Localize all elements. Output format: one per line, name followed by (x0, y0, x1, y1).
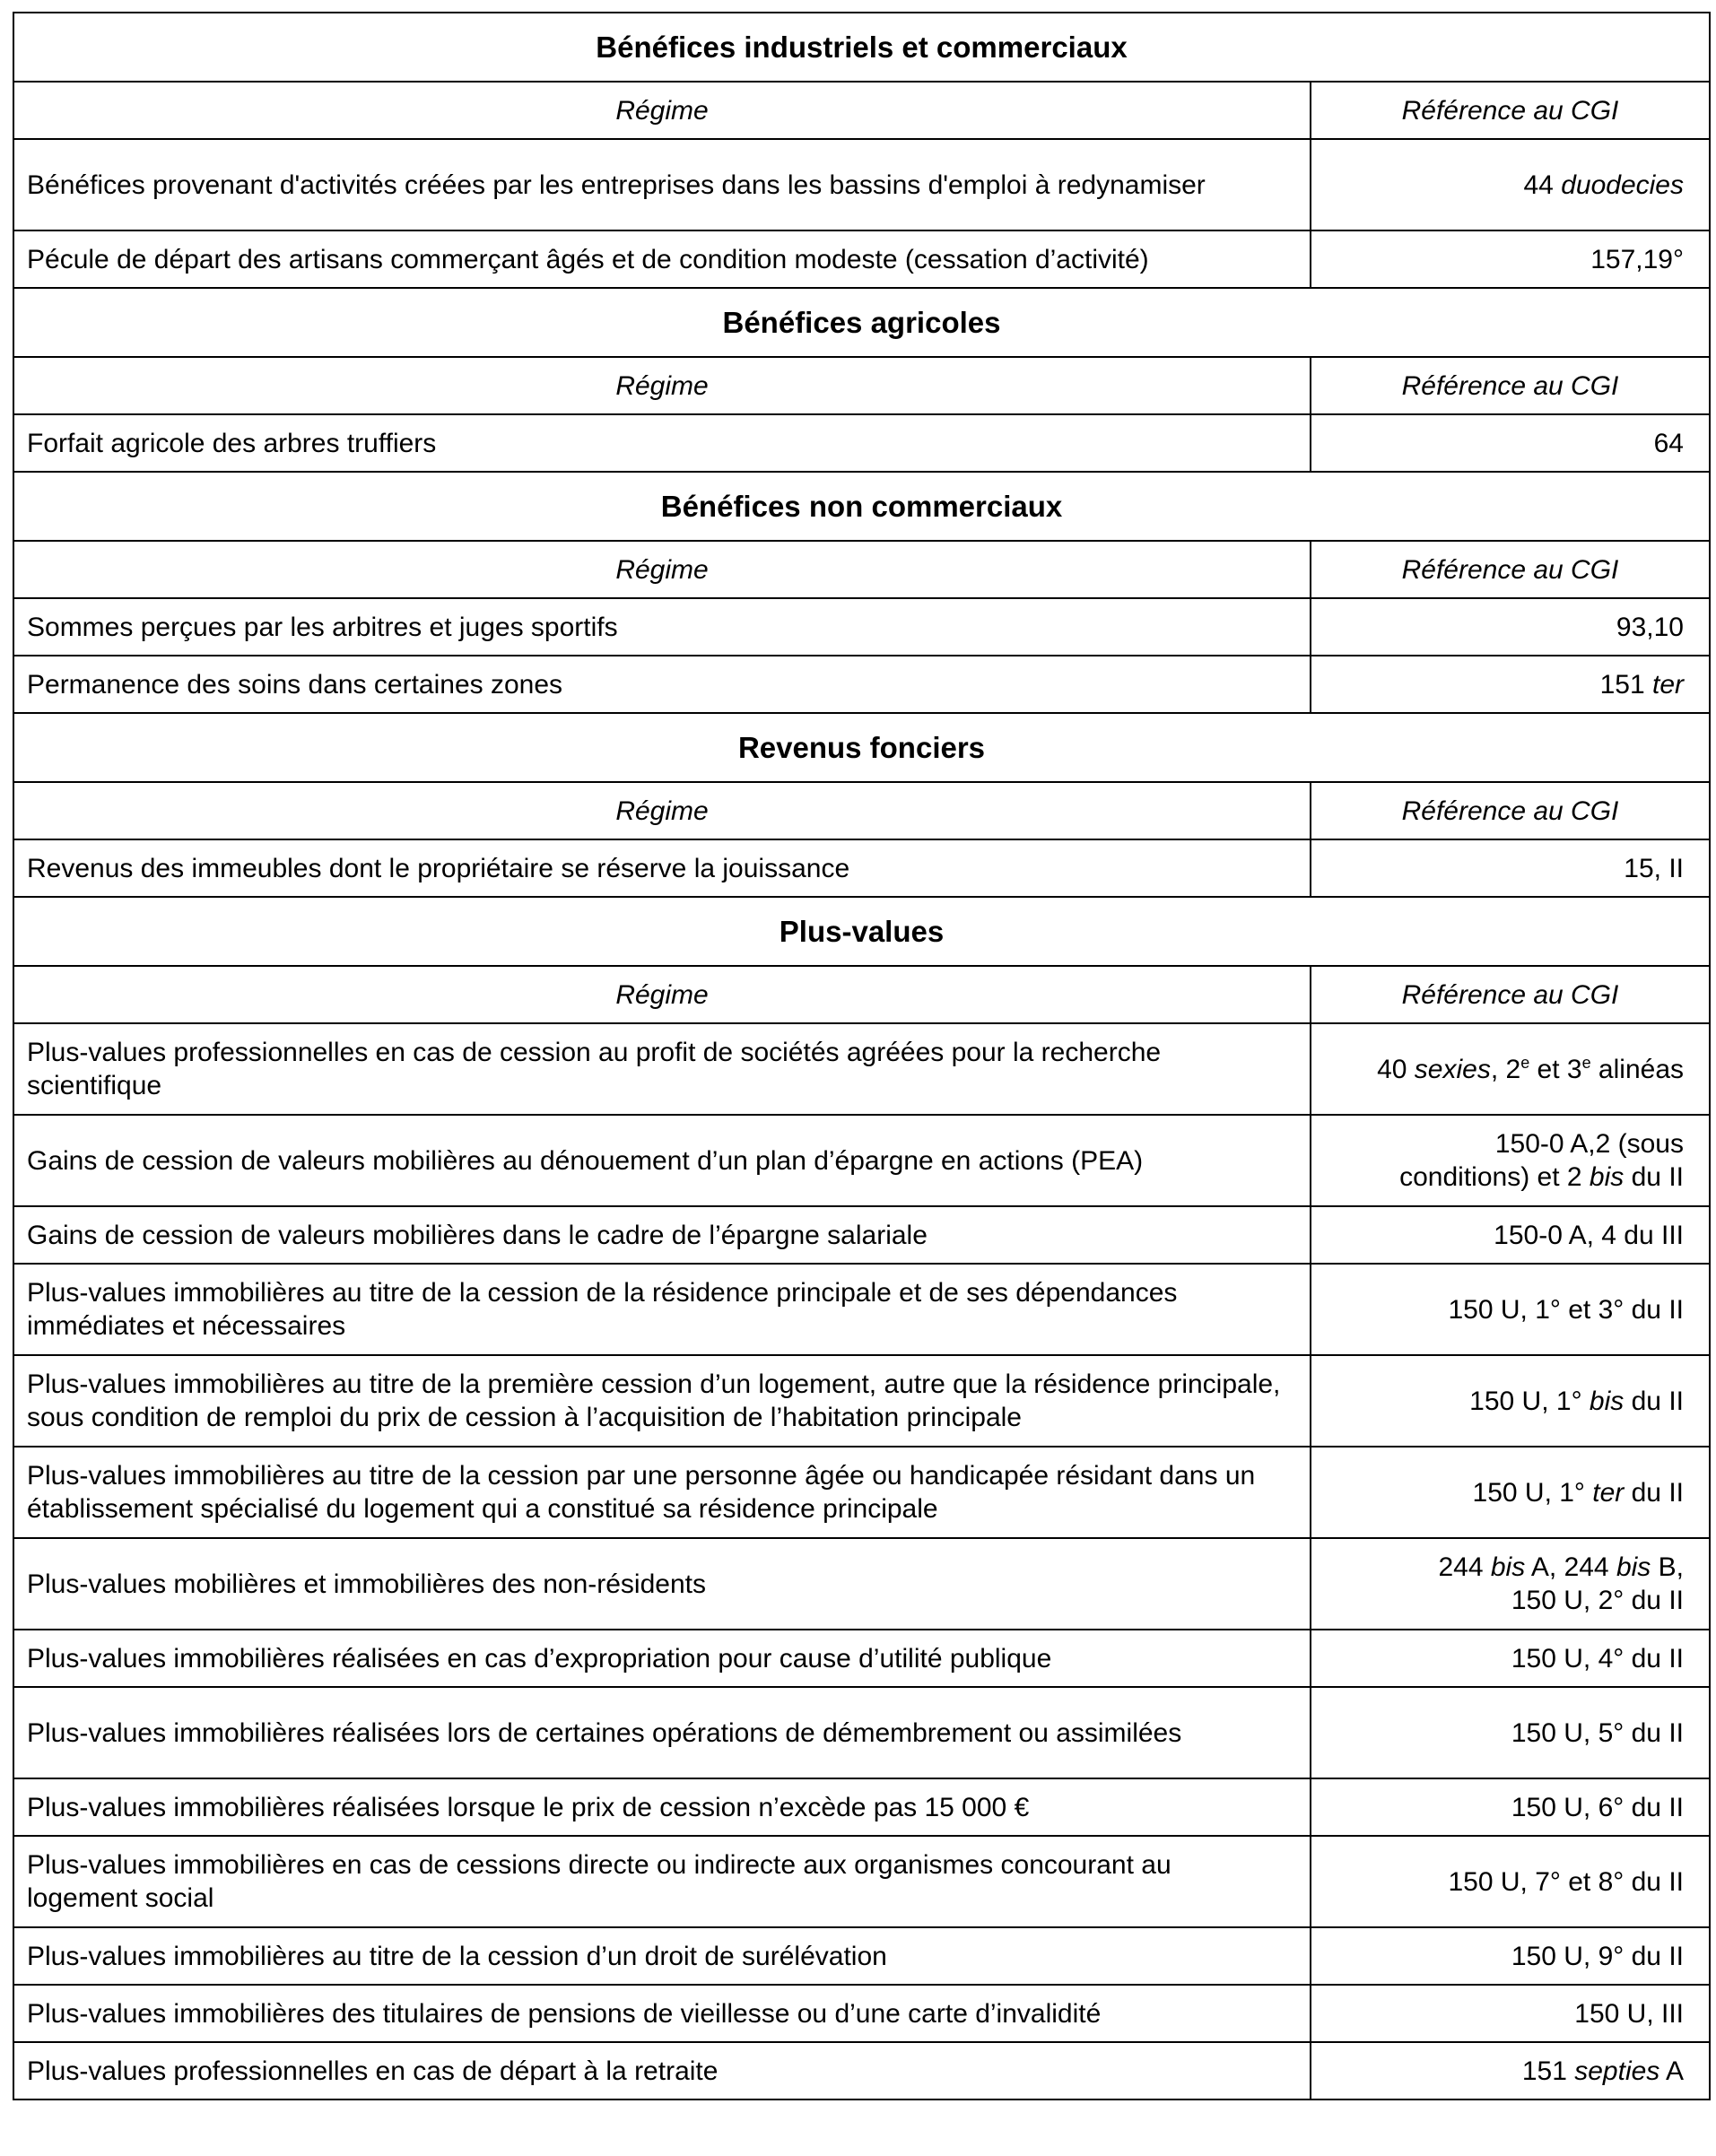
reference-italic-part: bis (1490, 1552, 1526, 1582)
column-header-regime: Régime (13, 82, 1311, 139)
reference-part: 150 U, 5° du II (1511, 1717, 1684, 1748)
reference-part: 157,19° (1590, 244, 1684, 274)
regime-cell: Plus-values immobilières au titre de la cession de la résidence principale et de ses dépendances immédiates et nécessaires (13, 1264, 1311, 1355)
reference-italic-part: bis (1616, 1552, 1651, 1582)
section-row (13, 288, 1710, 357)
table-row (13, 1927, 1710, 1985)
table-row (13, 1206, 1710, 1264)
column-header-reference: Référence au CGI (1311, 966, 1710, 1023)
table-row (13, 1115, 1710, 1206)
column-header-regime: Régime (13, 541, 1311, 598)
reference-part: 150-0 A, 4 du III (1494, 1220, 1684, 1250)
reference-cell (1311, 598, 1710, 656)
reference-part: 150-0 A,2 (sous (1494, 1129, 1684, 1159)
table-row (13, 1023, 1710, 1115)
reference-part: du II (1624, 1477, 1684, 1508)
reference-part: 150 U, 9° du II (1511, 1941, 1684, 1971)
column-header-row (13, 541, 1710, 598)
regime-cell: Bénéfices provenant d'activités créées par les entreprises dans les bassins d'emploi à redynamiser (13, 139, 1311, 230)
regime-cell: Plus-values immobilières en cas de cessions directe ou indirecte aux organismes concourant au logement social (13, 1836, 1311, 1927)
reference-part: A, 244 (1525, 1552, 1616, 1582)
table-row (13, 1538, 1710, 1630)
regime-cell: Plus-values immobilières réalisées lors de certaines opérations de démembrement ou assimilées (13, 1687, 1311, 1778)
table-row (13, 1778, 1710, 1836)
regime-cell: Gains de cession de valeurs mobilières au dénouement d’un plan d’épargne en actions (PEA) (13, 1115, 1311, 1206)
reference-part: 150 U, 1° et 3° du II (1448, 1294, 1684, 1325)
section-row (13, 897, 1710, 966)
reference-part: 151 (1599, 669, 1652, 700)
reference-cell (1311, 1687, 1710, 1778)
reference-part: 93,10 (1616, 612, 1684, 642)
regime-cell: Forfait agricole des arbres truffiers (13, 414, 1311, 472)
reference-cell (1311, 1630, 1710, 1687)
reference-part: du II (1624, 1386, 1684, 1416)
reference-cell (1311, 1206, 1710, 1264)
regime-cell: Plus-values immobilières au titre de la première cession d’un logement, autre que la résidence principale, sous condition de remploi du prix de cession à l’acquisition de l’habitation principale (13, 1355, 1311, 1447)
reference-cell (1311, 1927, 1710, 1985)
section-title: Revenus fonciers (13, 713, 1710, 782)
reference-cell (1311, 1836, 1710, 1927)
reference-part: 64 (1653, 428, 1684, 458)
reference-part: conditions) et 2 (1399, 1162, 1590, 1192)
regime-cell: Sommes perçues par les arbitres et juges sportifs (13, 598, 1311, 656)
regime-cell: Plus-values immobilières réalisées en cas d’expropriation pour cause d’utilité publique (13, 1630, 1311, 1687)
reference-italic-part: duodecies (1561, 170, 1684, 200)
column-header-row (13, 782, 1710, 839)
column-header-regime: Régime (13, 357, 1311, 414)
regime-cell: Permanence des soins dans certaines zones (13, 656, 1311, 713)
reference-part: 150 U, 7° et 8° du II (1448, 1866, 1684, 1897)
reference-italic-part: ter (1592, 1477, 1625, 1508)
reference-part: 151 (1521, 2056, 1575, 2086)
table-row (13, 598, 1710, 656)
regime-cell: Plus-values mobilières et immobilières des non-résidents (13, 1538, 1311, 1630)
table-row (13, 1264, 1710, 1355)
table-row (13, 1836, 1710, 1927)
reference-part: 150 U, 1° (1469, 1386, 1590, 1416)
regime-cell: Pécule de départ des artisans commerçant âgés et de condition modeste (cessation d’activité) (13, 230, 1311, 288)
table-row (13, 1447, 1710, 1538)
table-row (13, 1630, 1710, 1687)
table-row (13, 656, 1710, 713)
reference-part: du II (1624, 1162, 1684, 1192)
reference-cell (1311, 139, 1710, 230)
table-row (13, 1687, 1710, 1778)
reference-cell (1311, 1023, 1710, 1115)
column-header-row (13, 82, 1710, 139)
table-row (13, 414, 1710, 472)
column-header-regime: Régime (13, 966, 1311, 1023)
section-title: Plus-values (13, 897, 1710, 966)
reference-part: 150 U, III (1574, 1998, 1684, 2029)
reference-cell (1311, 1985, 1710, 2042)
regime-cell: Plus-values immobilières au titre de la cession d’un droit de surélévation (13, 1927, 1311, 1985)
reference-italic-part: sexies (1414, 1054, 1491, 1084)
reference-italic-part: ter (1651, 669, 1684, 700)
reference-part: 150 U, 4° du II (1511, 1643, 1684, 1674)
table-row (13, 839, 1710, 897)
regime-cell: Plus-values immobilières au titre de la cession par une personne âgée ou handicapée résidant dans un établissement spécialisé du logement qui a constitué sa résidence principale (13, 1447, 1311, 1538)
regime-cell: Plus-values immobilières des titulaires de pensions de vieillesse ou d’une carte d’invalidité (13, 1985, 1311, 2042)
reference-cell (1311, 1538, 1710, 1630)
column-header-row (13, 966, 1710, 1023)
document-table-wrapper (13, 12, 1709, 2100)
regime-cell: Plus-values professionnelles en cas de départ à la retraite (13, 2042, 1311, 2099)
reference-cell (1311, 1778, 1710, 1836)
table-body (13, 13, 1710, 2099)
column-header-reference: Référence au CGI (1311, 541, 1710, 598)
reference-part: 150 U, 6° du II (1511, 1792, 1684, 1822)
regime-cell: Plus-values immobilières réalisées lorsque le prix de cession n’excède pas 15 000 € (13, 1778, 1311, 1836)
section-row (13, 713, 1710, 782)
reference-part: A (1659, 2056, 1684, 2086)
reference-part: alinéas (1590, 1054, 1684, 1084)
column-header-reference: Référence au CGI (1311, 357, 1710, 414)
column-header-reference: Référence au CGI (1311, 782, 1710, 839)
section-row (13, 13, 1710, 82)
table-row (13, 1985, 1710, 2042)
table-row (13, 2042, 1710, 2099)
regime-cell: Revenus des immeubles dont le propriétaire se réserve la jouissance (13, 839, 1311, 897)
reference-part: B, (1651, 1552, 1684, 1582)
reference-italic-part: bis (1589, 1386, 1625, 1416)
regime-cell: Plus-values professionnelles en cas de cession au profit de sociétés agréées pour la recherche scientifique (13, 1023, 1311, 1115)
section-row (13, 472, 1710, 541)
reference-cell (1311, 656, 1710, 713)
reference-part: , 2 (1490, 1054, 1521, 1084)
reference-part: 244 (1438, 1552, 1491, 1582)
reference-cell (1311, 839, 1710, 897)
reference-italic-part: bis (1589, 1162, 1625, 1192)
column-header-regime: Régime (13, 782, 1311, 839)
table-row (13, 230, 1710, 288)
reference-cell (1311, 2042, 1710, 2099)
reference-superscript: e (1520, 1053, 1530, 1072)
reference-cell (1311, 1264, 1710, 1355)
reference-part: 150 U, 2° du II (1511, 1586, 1684, 1615)
reference-italic-part: septies (1574, 2056, 1660, 2086)
reference-part: 150 U, 1° (1472, 1477, 1593, 1508)
tax-regimes-table (13, 12, 1711, 2100)
reference-cell (1311, 414, 1710, 472)
reference-part: 15, II (1624, 853, 1684, 883)
reference-cell (1311, 230, 1710, 288)
reference-part: 40 (1377, 1054, 1415, 1084)
reference-cell (1311, 1355, 1710, 1447)
regime-cell: Gains de cession de valeurs mobilières dans le cadre de l’épargne salariale (13, 1206, 1311, 1264)
reference-part: 44 (1523, 170, 1562, 200)
reference-superscript: e (1581, 1053, 1591, 1072)
reference-cell (1311, 1115, 1710, 1206)
reference-cell (1311, 1447, 1710, 1538)
section-title: Bénéfices agricoles (13, 288, 1710, 357)
column-header-row (13, 357, 1710, 414)
reference-part: et 3 (1529, 1054, 1582, 1084)
table-row (13, 1355, 1710, 1447)
table-row (13, 139, 1710, 230)
section-title: Bénéfices non commerciaux (13, 472, 1710, 541)
column-header-reference: Référence au CGI (1311, 82, 1710, 139)
section-title: Bénéfices industriels et commerciaux (13, 13, 1710, 82)
